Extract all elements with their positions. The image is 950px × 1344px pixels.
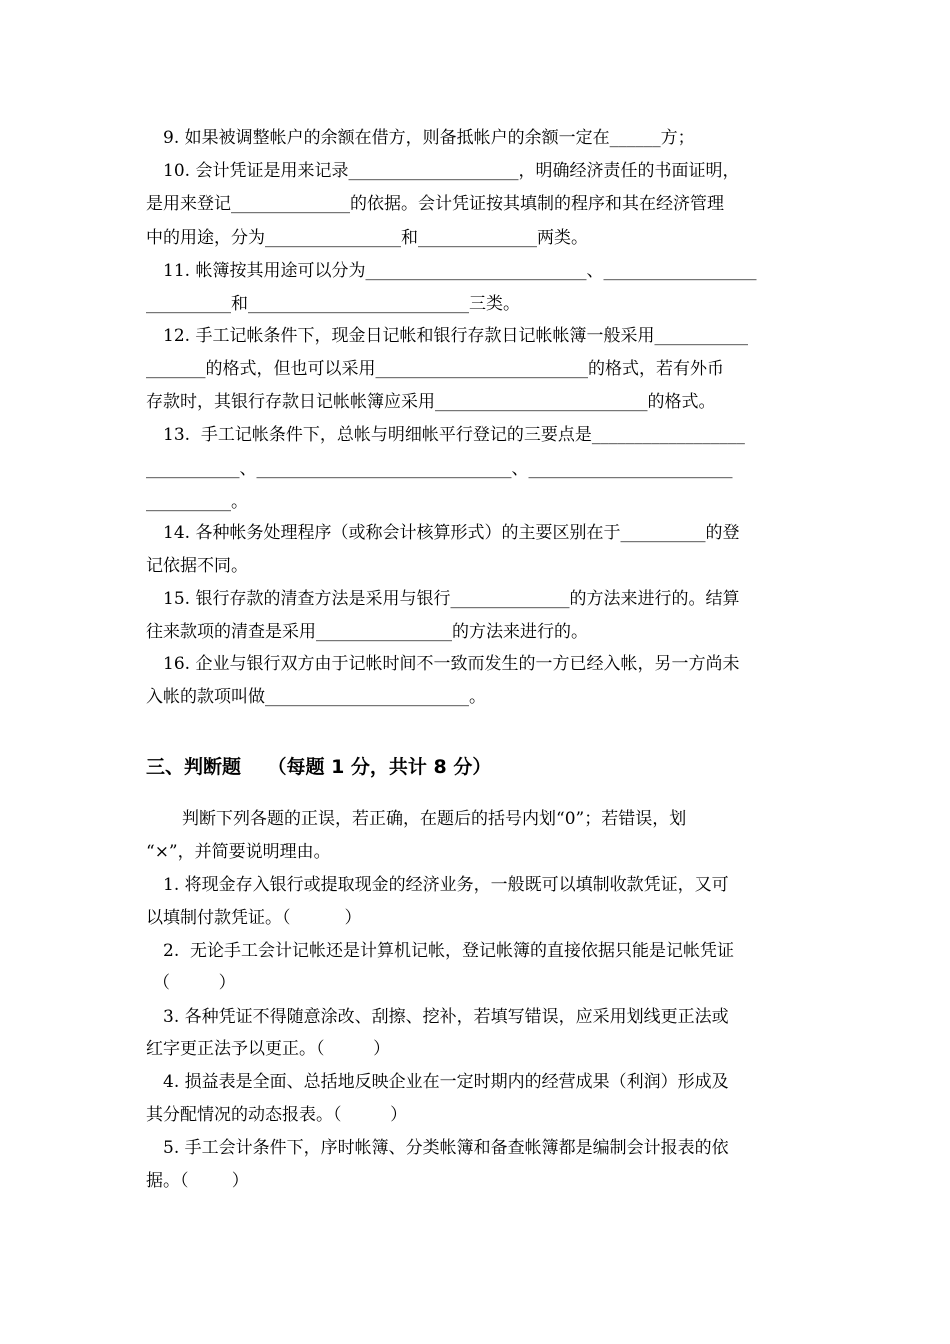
question-10-line-2: 是用来登记______________的依据。会计凭证按其填制的程序和其在经济管理: [146, 194, 724, 214]
question-12-line-3: 存款时，其银行存款日记帐帐簿应采用_________________________的格式。: [146, 392, 716, 412]
question-15-line-2: 往来款项的清查是采用________________的方法来进行的。: [146, 622, 588, 642]
judgment-1-line-2: 以填制付款凭证。（ ）: [146, 908, 362, 928]
judgment-2-line-1: 2. 无论手工会计记帐还是计算机记帐，登记帐簿的直接依据只能是记帐凭证: [163, 941, 735, 961]
question-12-line-1: 12. 手工记帐条件下，现金日记帐和银行存款日记帐帐簿一般采用___________: [163, 326, 748, 346]
question-10-line-3: 中的用途，分为________________和______________两类。: [146, 228, 588, 248]
question-9: 9. 如果被调整帐户的余额在借方，则备抵帐户的余额一定在______方；: [163, 128, 695, 148]
section-3-instructions-line-2: “×”，并简要说明理由。: [146, 842, 331, 862]
question-13-line-1: 13. 手工记帐条件下，总帐与明细帐平行登记的三要点是__________________: [163, 425, 745, 445]
question-13-line-2: ___________、______________________________、________________________: [146, 459, 733, 479]
judgment-1-line-1: 1. 将现金存入银行或提取现金的经济业务，一般既可以填制收款凭证，又可: [163, 875, 729, 895]
judgment-4-line-1: 4. 损益表是全面、总括地反映企业在一定时期内的经营成果（利润）形成及: [163, 1072, 729, 1092]
question-10-line-1: 10. 会计凭证是用来记录____________________，明确经济责任的书面证明，: [163, 161, 740, 181]
question-11-line-2: __________和__________________________三类。: [146, 294, 520, 314]
question-16-line-2: 入帐的款项叫做________________________。: [146, 687, 486, 707]
judgment-3-line-1: 3. 各种凭证不得随意涂改、刮擦、挖补，若填写错误，应采用划线更正法或: [163, 1007, 729, 1027]
question-14-line-2: 记依据不同。: [146, 556, 248, 576]
judgment-4-line-2: 其分配情况的动态报表。（ ）: [146, 1105, 408, 1125]
question-11-line-1: 11. 帐簿按其用途可以分为__________________________、__________________: [163, 261, 757, 281]
section-3-instructions-line-1: 判断下列各题的正误，若正确，在题后的括号内划“0”；若错误，划: [182, 809, 687, 829]
question-16-line-1: 16. 企业与银行双方由于记帐时间不一致而发生的一方已经入帐，另一方尚未: [163, 654, 740, 674]
judgment-3-line-2: 红字更正法予以更正。（ ）: [146, 1039, 391, 1059]
question-13-line-3: __________。: [146, 492, 248, 512]
judgment-5-line-2: 据。（ ）: [146, 1171, 249, 1191]
question-15-line-1: 15. 银行存款的清查方法是采用与银行______________的方法来进行的。结算: [163, 589, 740, 609]
question-12-line-2: _______的格式，但也可以采用_________________________的格式，若有外币: [146, 359, 724, 379]
question-14-line-1: 14. 各种帐务处理程序（或称会计核算形式）的主要区别在于__________的登: [163, 523, 740, 543]
section-3-title: 三、判断题 （每题 1 分，共计 8 分）: [146, 756, 492, 778]
judgment-2-line-2: （ ）: [153, 973, 236, 993]
judgment-5-line-1: 5. 手工会计条件下，序时帐簿、分类帐簿和备查帐簿都是编制会计报表的依: [163, 1138, 729, 1158]
